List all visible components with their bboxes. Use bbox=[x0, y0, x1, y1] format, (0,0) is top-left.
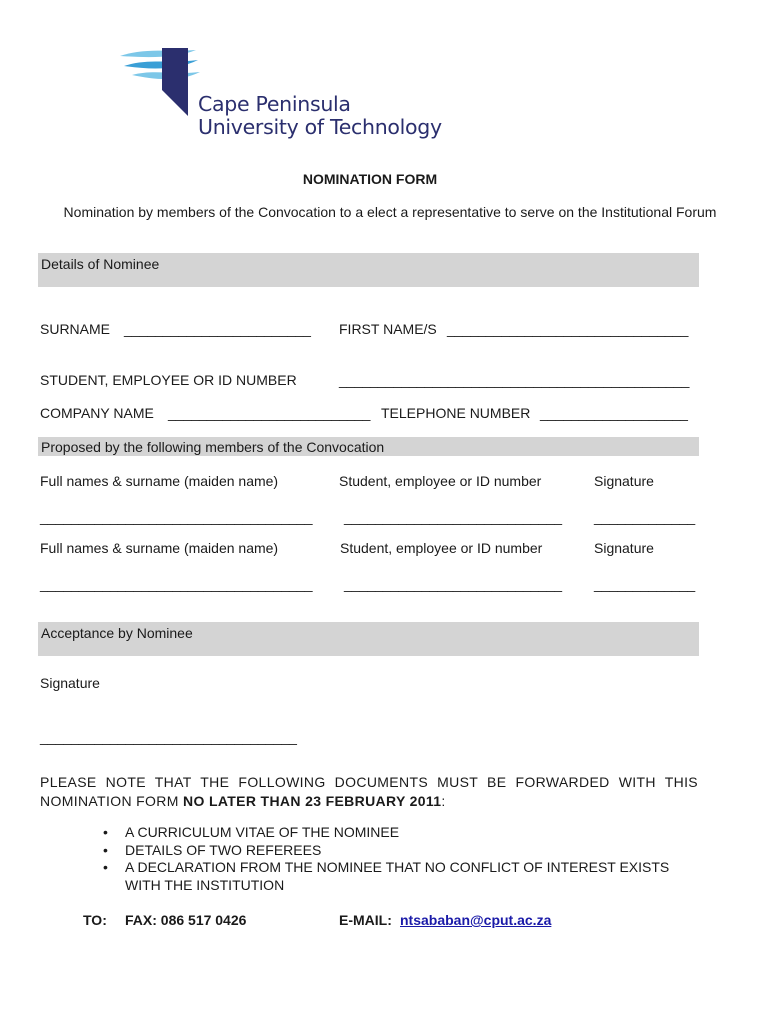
list-item-text: DETAILS OF TWO REFEREES bbox=[125, 841, 322, 858]
email-label: E-MAIL: bbox=[339, 912, 392, 928]
proposer-1-number-field[interactable]: ____________________________ bbox=[344, 509, 563, 525]
acceptance-section-title: Acceptance by Nominee bbox=[41, 625, 193, 641]
list-item-text: A CURRICULUM VITAE OF THE NOMINEE bbox=[125, 824, 400, 840]
proposers-section-title: Proposed by the following members of the Convocation bbox=[41, 439, 385, 455]
list-item bbox=[84, 824, 704, 842]
deadline-text: NO LATER THAN 23 FEBRUARY 2011 bbox=[183, 793, 442, 809]
nominee-section-title: Details of Nominee bbox=[41, 256, 160, 272]
surname-label: SURNAME bbox=[40, 321, 111, 337]
proposer-2-name-field[interactable]: ___________________________________ bbox=[40, 576, 313, 592]
acceptance-signature-field[interactable]: _________________________________ bbox=[40, 729, 297, 745]
id-number-field[interactable]: _____________________________________________ bbox=[339, 372, 690, 388]
id-number-label: STUDENT, EMPLOYEE OR ID NUMBER bbox=[40, 372, 297, 388]
company-field[interactable]: __________________________ bbox=[168, 405, 371, 421]
list-item bbox=[84, 842, 704, 860]
logo-line-1: Cape Peninsula bbox=[198, 92, 351, 116]
email-link[interactable]: ntsababan@cput.ac.za bbox=[400, 912, 552, 928]
first-names-field[interactable]: _______________________________ bbox=[447, 321, 689, 337]
proposer-2-signature-label: Signature bbox=[594, 540, 654, 556]
proposer-1-name-label: Full names & surname (maiden name) bbox=[40, 473, 279, 489]
to-label: TO: bbox=[83, 912, 107, 928]
fax-number: FAX: 086 517 0426 bbox=[125, 912, 247, 928]
list-item bbox=[84, 859, 704, 894]
note-text: PLEASE NOTE THAT THE FOLLOWING DOCUMENTS MUST BE FORWARDED WITH THIS NOMINATION FORM bbox=[40, 774, 698, 809]
proposer-1-number-label: Student, employee or ID number bbox=[339, 473, 542, 489]
logo-line-2: University of Technology bbox=[198, 115, 442, 139]
proposer-1-signature-field[interactable]: _____________ bbox=[594, 509, 696, 525]
note-colon: : bbox=[441, 793, 446, 809]
nominee-section-header bbox=[38, 253, 699, 287]
surname-field[interactable]: ________________________ bbox=[124, 321, 311, 337]
proposers-section-header bbox=[38, 437, 699, 456]
proposer-2-number-field[interactable]: ____________________________ bbox=[344, 576, 563, 592]
form-title: NOMINATION FORM bbox=[302, 171, 438, 187]
form-subtitle: Nomination by members of the Convocation to a elect a representative to serve on the Institutional Forum bbox=[63, 204, 717, 220]
proposer-1-name-field[interactable]: ___________________________________ bbox=[40, 509, 313, 525]
documents-note bbox=[40, 773, 698, 811]
bullet-icon: • bbox=[103, 841, 108, 858]
telephone-label: TELEPHONE NUMBER bbox=[381, 405, 531, 421]
proposer-1-signature-label: Signature bbox=[594, 473, 654, 489]
acceptance-signature-label: Signature bbox=[40, 675, 100, 691]
list-item-text: A DECLARATION FROM THE NOMINEE THAT NO CONFLICT OF INTEREST EXISTS WITH THE INSTITUTION bbox=[125, 859, 670, 893]
required-documents-list bbox=[84, 824, 704, 894]
proposer-2-name-label: Full names & surname (maiden name) bbox=[40, 540, 279, 556]
telephone-field[interactable]: ___________________ bbox=[540, 405, 688, 421]
proposer-2-number-label: Student, employee or ID number bbox=[340, 540, 543, 556]
company-label: COMPANY NAME bbox=[40, 405, 154, 421]
bullet-icon: • bbox=[103, 824, 108, 840]
first-names-label: FIRST NAME/S bbox=[339, 321, 437, 337]
cput-logo bbox=[118, 42, 442, 147]
acceptance-section-header bbox=[38, 622, 699, 656]
proposer-2-signature-field[interactable]: _____________ bbox=[594, 576, 696, 592]
bullet-icon: • bbox=[103, 859, 108, 875]
